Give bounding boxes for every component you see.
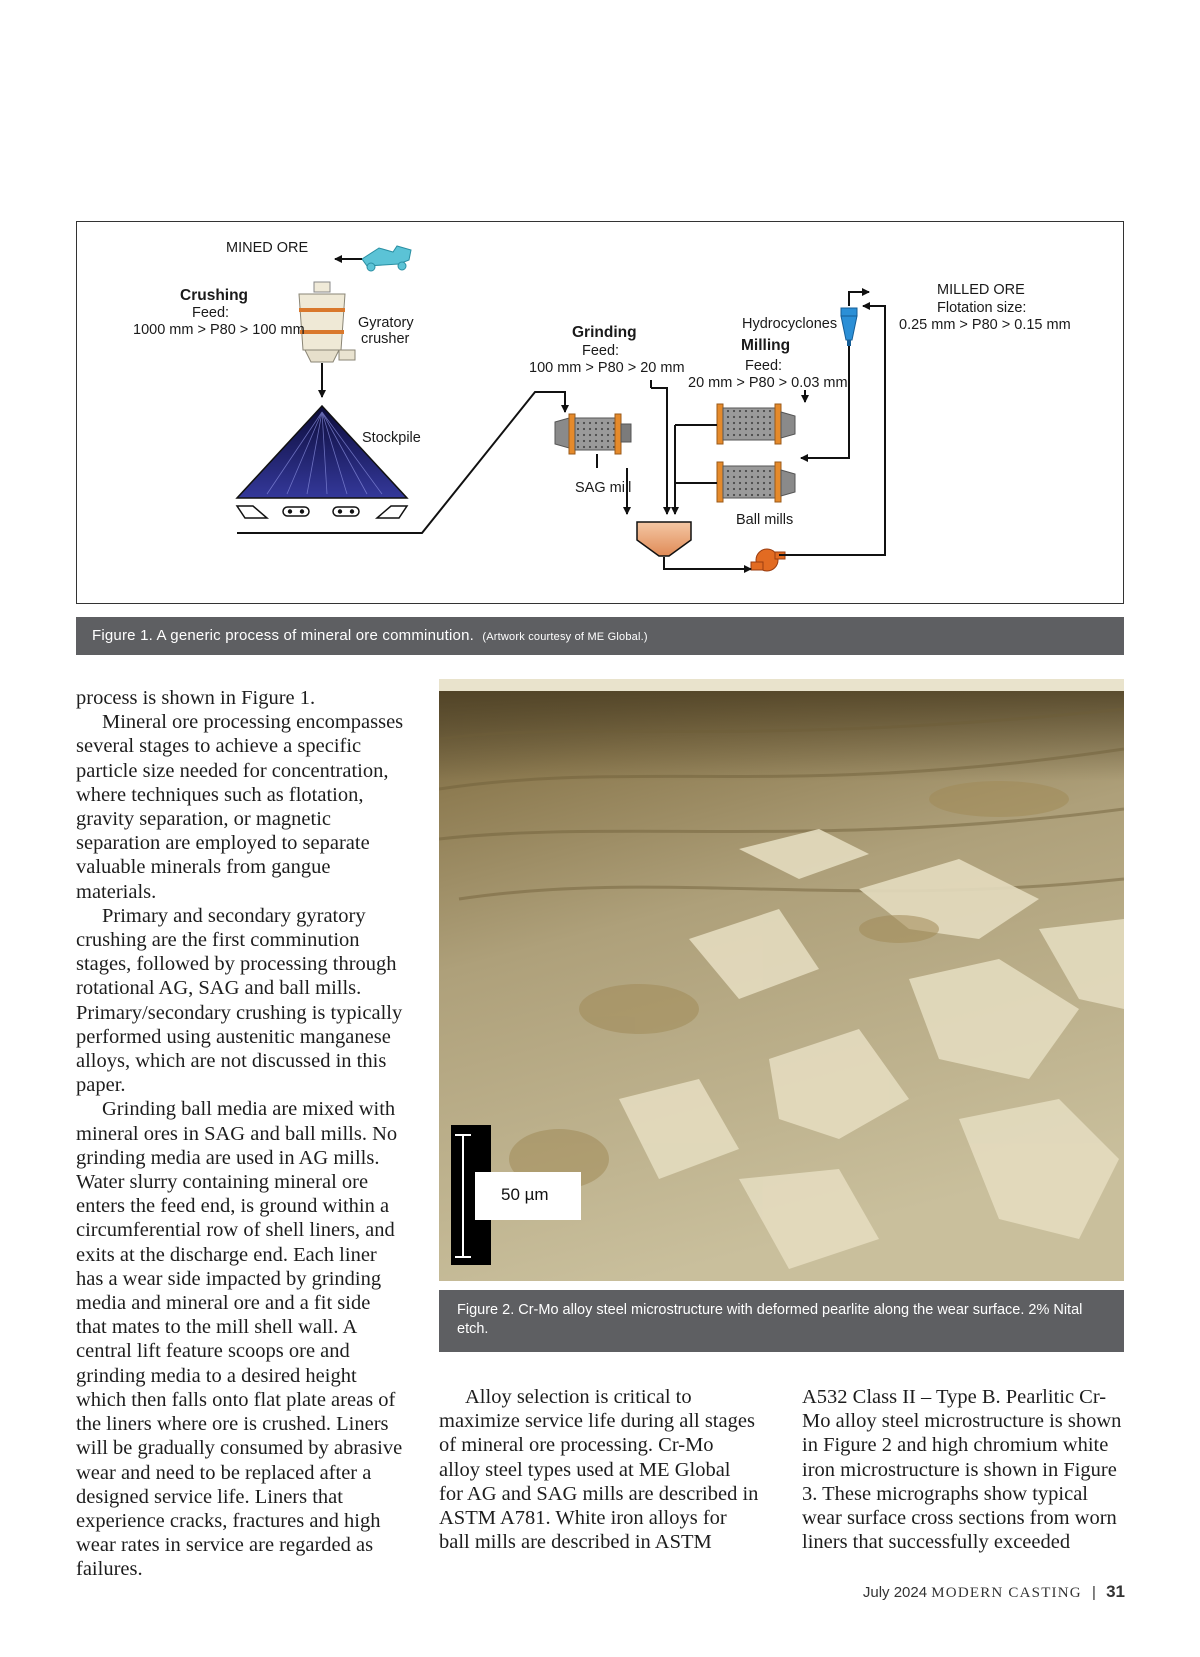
comminution-flow-diagram: [77, 222, 1122, 602]
scale-bar-label: 50 µm: [501, 1185, 549, 1204]
sag-mill-icon: [555, 414, 631, 454]
text-column-2: [439, 1385, 759, 1554]
label-hydrocyclones: Hydrocyclones: [742, 316, 838, 332]
paragraph: Mineral ore processing encompasses several stages to achieve a specific particle size needed for concentration, where techniques such as flotation, gravity separation, or magnetic separation are employed to separate valuable minerals from gangue materials.: [76, 711, 404, 903]
figure-2-caption: Figure 2. Cr-Mo alloy steel microstructure with deformed pearlite along the wear surface. 2% Nital etch.: [439, 1290, 1124, 1352]
label-grinding-range: 100 mm > P80 > 20 mm: [529, 360, 685, 376]
paragraph: A532 Class II – Type B. Pearlitic Cr-Mo alloy steel microstructure is shown in Figure 2 and high chromium white iron microstructure is shown in Figure 3. These micrographs show typical wear surface cross sections from worn liners that successfully exceeded: [802, 1386, 1122, 1554]
arrow-cyclone-to-ballmill: [801, 346, 849, 458]
haul-truck-icon: [362, 246, 411, 271]
label-grinding: Grinding: [572, 324, 637, 341]
label-ball-mills: Ball mills: [736, 512, 794, 528]
label-crushing-feed: Feed:: [192, 305, 230, 321]
label-crushing: Crushing: [180, 287, 249, 304]
label-stockpile: Stockpile: [362, 430, 421, 446]
gyratory-crusher-icon: [299, 282, 355, 362]
stockpile-icon: [237, 406, 407, 518]
figure-1-diagram: [76, 221, 1124, 604]
label-flotation-range: 0.25 mm > P80 > 0.15 mm: [899, 317, 1071, 333]
figure-2-micrograph: [439, 679, 1124, 1281]
label-mined-ore: MINED ORE: [226, 240, 309, 256]
arrow-cyclone-overflow: [849, 292, 869, 306]
page-footer: [835, 1582, 1125, 1602]
label-milling-feed: Feed:: [745, 358, 783, 374]
sump-hopper-icon: [637, 522, 691, 556]
label-crushing-range: 1000 mm > P80 > 100 mm: [133, 322, 305, 338]
paragraph: Primary and secondary gyratory crushing are the first comminution stages, followed by processing through rotational AG, SAG and ball mills. Primary/secondary crushing is typically performed using austenitic manganese alloys, which are not discussed in this paper.: [76, 904, 403, 1097]
footer-separator: |: [1092, 1584, 1096, 1601]
label-crusher: crusher: [361, 331, 410, 347]
slurry-pump-icon: [751, 549, 785, 571]
figure-1-caption: [76, 617, 1124, 655]
figure-1-credit: (Artwork courtesy of ME Global.): [482, 631, 648, 643]
label-flotation-size: Flotation size:: [937, 300, 1027, 316]
label-gyratory: Gyratory: [358, 315, 414, 331]
label-milled-ore: MILLED ORE: [937, 282, 1025, 298]
text-column-3: [802, 1385, 1132, 1554]
magazine-name: MODERN CASTING: [931, 1585, 1082, 1601]
arrow-sump-to-pump: [664, 557, 751, 569]
figure-1-caption-text: Figure 1. A generic process of mineral ore comminution.: [92, 627, 475, 644]
paragraph: process is shown in Figure 1.: [76, 687, 316, 709]
page-number: 31: [1106, 1582, 1125, 1601]
ball-mill-1-icon: [717, 404, 795, 444]
paragraph: Alloy selection is critical to maximize service life during all stages of mineral ore processing. Cr-Mo alloy steel types used at ME Global for AG and SAG mills are described in ASTM A781. White iron alloys for ball mills are described in ASTM: [439, 1386, 759, 1554]
arrow-recycle-to-sump: [651, 388, 667, 514]
issue-date: July 2024: [862, 1584, 928, 1601]
label-milling-range: 20 mm > P80 > 0.03 mm: [688, 375, 848, 391]
label-sag-mill: SAG mill: [575, 480, 632, 496]
label-grinding-feed: Feed:: [582, 343, 620, 359]
arrow-feed-to-sag: [557, 392, 565, 412]
label-milling: Milling: [741, 337, 791, 354]
hydrocyclone-icon: [841, 308, 857, 346]
ball-mill-2-icon: [717, 462, 795, 502]
text-column-1: [76, 686, 404, 1582]
paragraph: Grinding ball media are mixed with mineral ores in SAG and ball mills. No grinding media are used in AG mills. Water slurry containing mineral ore enters the feed end, is ground within a circumferential row of shell liners, and exits at the discharge end. Each liner has a wear side impacted by grinding media and mineral ore and a fit side that mates to the mill shell wall. A central lift feature scoops ore and grinding media to a desired height which then falls onto flat plate areas of the liners where ore is crushed. Liners will be gradually consumed by abrasive wear and need to be replaced after a designed service life. Liners that experience cracks, fractures and high wear rates in service are regarded as failures.: [76, 1098, 403, 1581]
